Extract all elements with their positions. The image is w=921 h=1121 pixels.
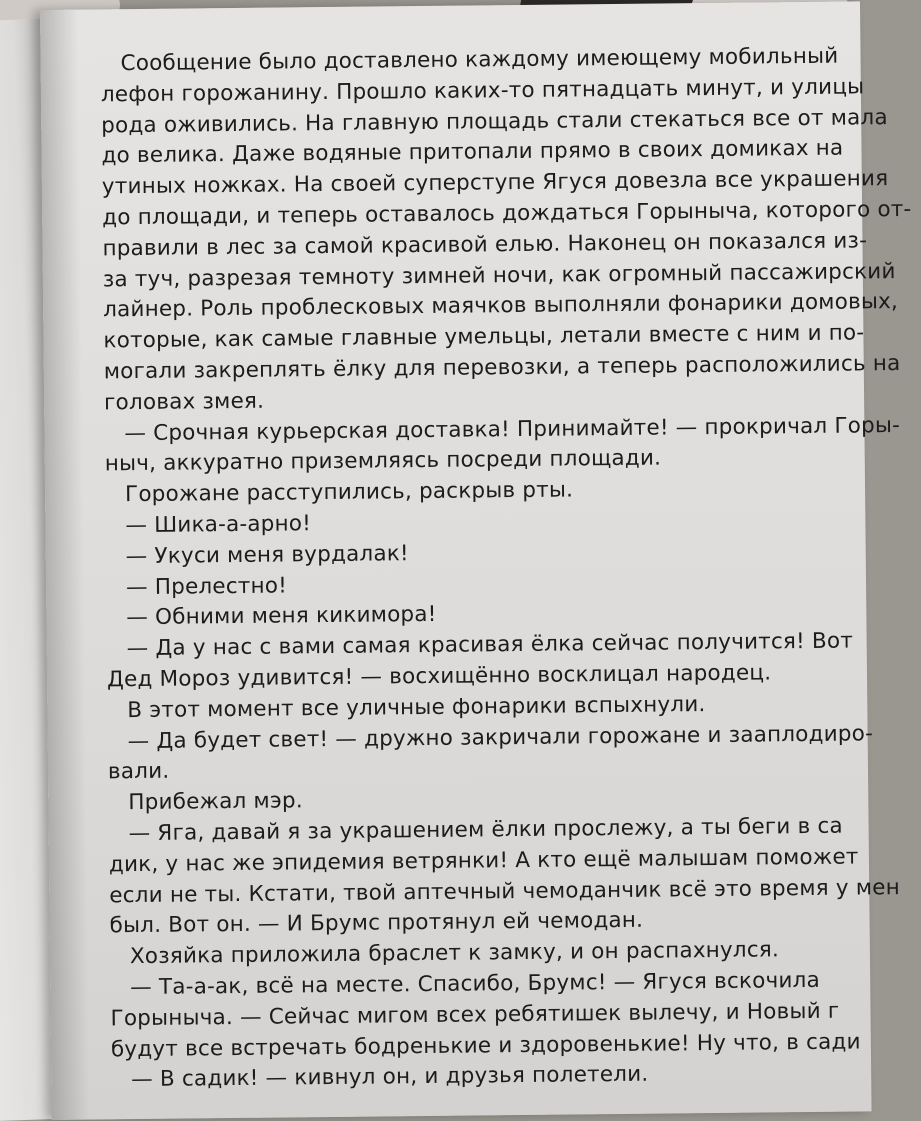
text-line: могали закреплять ёлку для перевозки, а теперь расположились на bbox=[103, 350, 901, 385]
text-line: до площади, и теперь оставалось дождаться Горыныча, которого от- bbox=[102, 196, 912, 231]
text-line: — Обними меня кикимора! bbox=[126, 602, 437, 631]
text-line: лайнер. Роль проблесковых маячков выполняли фонарики домовых, bbox=[103, 289, 899, 323]
text-line: Хозяйка приложила браслет к замку, и он распахнулся. bbox=[129, 937, 780, 970]
text-line: — Да у нас с вами самая красивая ёлка сейчас получится! Вот bbox=[126, 628, 854, 662]
text-line: дик, у нас же эпидемия ветрянки! А кто ещё малышам поможет bbox=[108, 844, 859, 878]
text-line: — Укуси меня вурдалак! bbox=[125, 540, 409, 569]
text-line: утиных ножках. На своей суперступе Ягуся довезла все украшения bbox=[101, 166, 889, 200]
page-text bbox=[100, 42, 912, 1097]
text-line: — Шика-а-арно! bbox=[125, 511, 312, 539]
text-line: был. Вот он. — И Брумс протянул ей чемодан. bbox=[109, 908, 644, 939]
text-line: В этот момент все уличные фонарики вспыхнули. bbox=[127, 691, 706, 723]
text-line: будут все встречать бодренькие и здоровенькие! Ну что, в сади bbox=[110, 1028, 861, 1062]
text-line: вали. bbox=[107, 759, 170, 785]
text-line: ныч, аккуратно приземляясь посреди площади. bbox=[104, 445, 662, 477]
text-line: — Яга, давай я за украшением ёлки прослежу, а ты беги в са bbox=[128, 813, 843, 847]
text-line: лефон горожанину. Прошло каких-то пятнадцать минут, и улицы bbox=[100, 74, 865, 108]
text-line: — В садик! — кивнул он, и друзья полетели. bbox=[131, 1061, 649, 1093]
text-line: Сообщение было доставлено каждому имеющему мобильный bbox=[120, 43, 839, 77]
text-line: Горожане расступились, раскрыв рты. bbox=[124, 477, 574, 508]
text-line: за туч, разрезая темноту зимней ночи, как огромный пассажирский bbox=[102, 258, 896, 292]
text-line: рода оживились. На главную площадь стали стекаться все от мала bbox=[101, 104, 888, 138]
text-line: головах змея. bbox=[103, 388, 265, 416]
text-line: правили в лес за самой красивой елью. Наконец он показался из- bbox=[102, 228, 868, 262]
text-line: — Та-а-ак, всё на месте. Спасибо, Брумс! — Ягуся вскочила bbox=[130, 967, 821, 1001]
text-line: если не ты. Кстати, твой аптечный чемоданчик всё это время у мен bbox=[109, 874, 901, 908]
text-line: Горыныча. — Сейчас мигом всех ребятишек вылечу, и Новый г bbox=[110, 998, 840, 1032]
text-line: до велика. Даже водяные притопали прямо в своих домиках на bbox=[101, 135, 844, 169]
text-line: — Срочная курьерская доставка! Принимайте! — прокричал Горы- bbox=[124, 412, 901, 446]
text-line: Дед Мороз удивится! — восхищённо восклицал народец. bbox=[106, 660, 772, 693]
text-line: — Прелестно! bbox=[125, 572, 288, 600]
text-line: — Да будет свет! — дружно закричали горожане и зааплодиро- bbox=[127, 720, 874, 754]
book-page bbox=[40, 1, 912, 1120]
text-line: Прибежал мэр. bbox=[128, 788, 303, 816]
text-line: которые, как самые главные умельцы, летали вместе с ним и по- bbox=[103, 320, 865, 354]
